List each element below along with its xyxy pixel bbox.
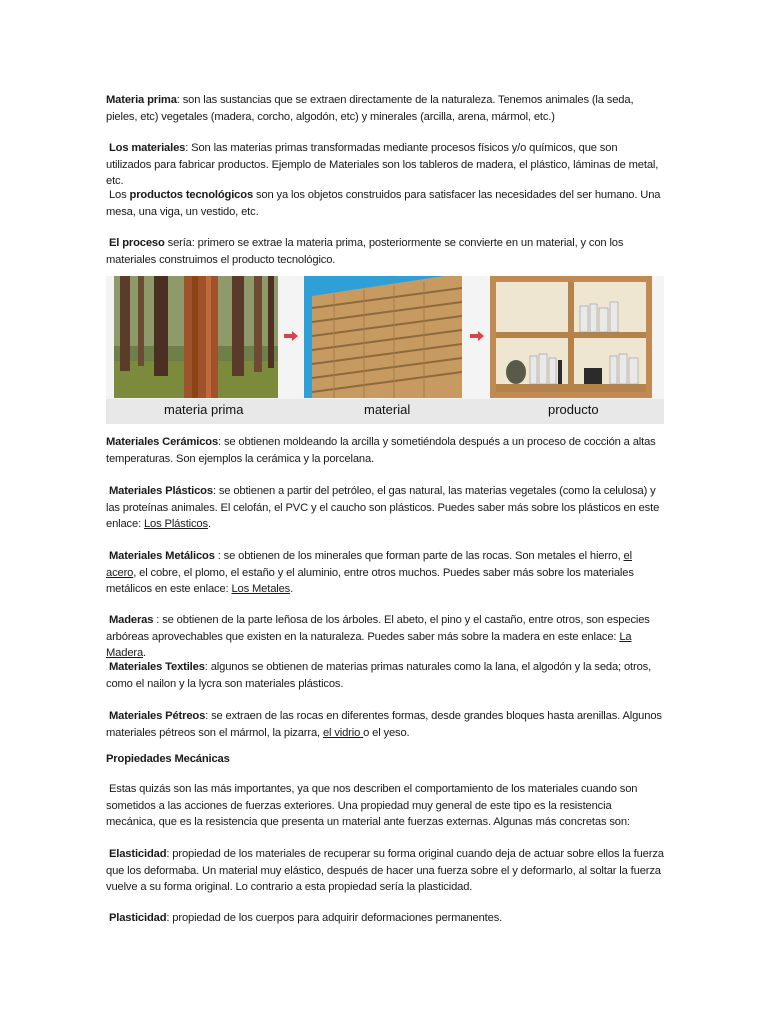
paragraph-text: Estas quizás son las más importantes, ya que nos describen el comportamiento de los materiales cuando son sometidos a las acciones de fuerzas exteriores. Una propiedad muy general de este tipo es la resistencia mecánica, que es la resistencia que presenta un material ante fuerzas externas. Algunas más concretas son:: [106, 783, 638, 828]
process-figure: [106, 276, 664, 424]
arrow-right-icon: [470, 331, 484, 341]
paragraph-materia-prima: [106, 92, 664, 125]
paragraph-plasticos: [106, 483, 664, 533]
term-petreos: Materiales Pétreos: [108, 710, 206, 722]
paragraph-text: .: [143, 647, 147, 659]
term-los-materiales: Los materiales: [108, 142, 186, 154]
paragraph-productos-tecnologicos: [106, 187, 664, 220]
caption-materia-prima: materia prima: [164, 402, 244, 417]
lumber-image: [304, 276, 462, 398]
term-textiles: Materiales Textiles: [108, 661, 205, 673]
paragraph-text: : se extraen de las rocas en diferentes formas, desde grandes bloques hasta arenillas. Algunos materiales pétreos son el mármol, la pizarra,: [106, 710, 662, 739]
paragraph-text: , el cobre, el plomo, el estaño y el aluminio, entre otros muchos. Puedes saber más sobre los materiales metálicos en este enlace:: [106, 566, 634, 595]
paragraph-elasticidad: [106, 846, 664, 896]
term-productos-tecnologicos: productos tecnológicos: [129, 189, 254, 201]
paragraph-text: : se obtienen a partir del petróleo, el gas natural, las materias vegetales (como la celulosa) y las proteínas animales. El celofán, el PVC y el caucho son plásticos. Puedes saber más sobre los plásticos en este enlace:: [106, 485, 660, 530]
paragraph-text: .: [207, 518, 211, 530]
term-plasticos: Materiales Plásticos: [108, 485, 213, 497]
link-la-madera[interactable]: La Madera: [106, 630, 632, 659]
arrow-right-icon: [284, 331, 298, 341]
paragraph-text: .: [290, 583, 294, 595]
paragraph-text: : propiedad de los materiales de recuperar su forma original cuando deja de actuar sobre ellos la fuerza que los deformaba. Un material muy elástico, después de hacer una fuerza sobre el y deformarlo, al soltar la fuerza vuelve a su forma original. Lo contrario a esta propiedad sería la plasticidad.: [106, 848, 664, 893]
paragraph-maderas: [106, 612, 664, 662]
paragraph-text: : Son las materias primas transformadas mediante procesos físicos y/o químicos, que son utilizados para fabricar productos. Ejemplo de Materiales son los tableros de madera, el plástico, láminas de metal, etc.: [106, 142, 659, 187]
term-elasticidad: Elasticidad: [108, 848, 167, 860]
paragraph-text: : se obtienen de los minerales que forman parte de las rocas. Son metales el hierro,: [214, 550, 624, 562]
caption-material: material: [364, 402, 411, 417]
paragraph-text: Los: [108, 189, 130, 201]
forest-image: [114, 276, 278, 398]
link-los-plasticos[interactable]: Los Plásticos: [143, 518, 208, 530]
paragraph-text: : propiedad de los cuerpos para adquirir deformaciones permanentes.: [166, 912, 503, 924]
section-heading: Propiedades Mecánicas: [106, 753, 230, 765]
paragraph-text: : se obtienen de la parte leñosa de los árboles. El abeto, el pino y el castaño, entre otros, son especies arbóreas aprovechables que existen en la naturaleza. Puedes saber más sobre la madera en este enlace:: [106, 614, 650, 643]
link-los-metales[interactable]: Los Metales: [231, 583, 291, 595]
paragraph-petreos: [106, 708, 664, 741]
link-el-vidrio[interactable]: el vidrio: [322, 726, 364, 739]
paragraph-el-proceso: [106, 235, 664, 268]
caption-producto: producto: [548, 402, 599, 417]
term-el-proceso: El proceso: [108, 237, 165, 249]
bookshelf-image: [490, 276, 652, 398]
paragraph-text: o el yeso.: [363, 726, 410, 739]
paragraph-text: : algunos se obtienen de materias primas naturales como la lana, el algodón y la seda; otros, como el nailon y la lycra son materiales plásticos.: [106, 661, 652, 690]
term-materia-prima: Materia prima: [106, 94, 177, 106]
paragraph-propiedades-intro: [106, 781, 664, 831]
link-el-acero[interactable]: el acero: [106, 550, 632, 579]
paragraph-metalicos: [106, 548, 664, 598]
paragraph-text: : se obtienen moldeando la arcilla y sometiéndola después a un proceso de cocción a altas temperaturas. Son ejemplos la cerámica y la porcelana.: [106, 436, 656, 465]
paragraph-ceramicos: [106, 434, 664, 467]
paragraph-text: : son las sustancias que se extraen directamente de la naturaleza. Tenemos animales (la seda, pieles, etc) vegetales (madera, corcho, algodón, etc) y minerales (arcilla, arena, mármol, etc.): [106, 94, 634, 123]
paragraph-los-materiales: [106, 140, 664, 190]
term-ceramicos: Materiales Cerámicos: [106, 436, 219, 448]
term-metalicos: Materiales Metálicos: [108, 550, 215, 562]
term-plasticidad: Plasticidad: [108, 912, 167, 924]
paragraph-text: sería: primero se extrae la materia prima, posteriormente se convierte en un material, y con los materiales construimos el producto tecnológico.: [106, 237, 624, 266]
paragraph-text: son ya los objetos construidos para satisfacer las necesidades del ser humano. Una mesa, una viga, un vestido, etc.: [106, 189, 661, 218]
term-maderas: Maderas: [108, 614, 154, 626]
paragraph-textiles: [106, 659, 664, 692]
paragraph-plasticidad: [106, 910, 664, 927]
